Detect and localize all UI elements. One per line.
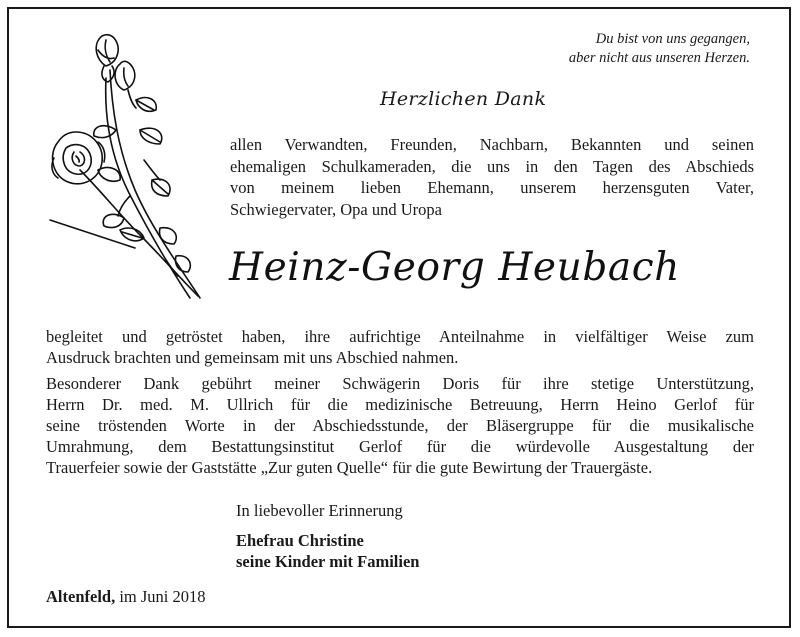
deceased-name: Heinz-Georg Heubach (229, 245, 680, 290)
paragraph-line: Ausdruck brachten und gemeinsam mit uns Abschied nahmen. (46, 348, 459, 367)
memorial-quote (500, 30, 750, 68)
intro-line: von meinem lieben Ehemann, unserem herzensguten Vater, (230, 178, 754, 197)
quote-line-2: aber nicht aus unseren Herzen. (568, 50, 750, 66)
paragraph-line: Herrn Dr. med. M. Ullrich für die medizinische Betreuung, Herrn Heino Gerlof für (46, 395, 754, 414)
signature-line-1: Ehefrau Christine (236, 531, 364, 550)
date-text: im Juni 2018 (119, 587, 206, 606)
place-name: Altenfeld, (46, 587, 116, 606)
rose-illustration (40, 30, 210, 300)
thanks-heading: Herzlichen Dank (380, 88, 547, 110)
place-date (46, 587, 206, 607)
paragraph-1 (46, 326, 754, 368)
paragraph-line: begleitet und getröstet haben, ihre aufrichtige Anteilnahme in vielfältiger Weise zum (46, 327, 754, 346)
intro-line: ehemaligen Schulkameraden, die uns in den Tagen des Abschieds (230, 156, 754, 176)
paragraph-line: seine tröstenden Worte in der Abschiedsstunde, der Bläsergruppe für die musikalische (46, 416, 754, 435)
paragraph-line: Besonderer Dank gebührt meiner Schwägerin Doris für ihre stetige Unterstützung, (46, 374, 754, 393)
paragraph-2 (46, 373, 754, 478)
paragraph-line: Umrahmung, dem Bestattungsinstitut Gerlof für die würdevolle Ausgestaltung der (46, 437, 754, 456)
intro-text (230, 134, 754, 220)
intro-line: Schwiegervater, Opa und Uropa (230, 199, 442, 219)
intro-line: allen Verwandten, Freunden, Nachbarn, Bekannten und seinen (230, 135, 754, 154)
quote-line-1: Du bist von uns gegangen, (595, 31, 750, 47)
paragraph-line: Trauerfeier sowie der Gaststätte „Zur guten Quelle“ für die gute Bewirtung der Trauergäste. (46, 458, 653, 477)
signature-line-2: seine Kinder mit Familien (236, 552, 420, 571)
closing-greeting: In liebevoller Erinnerung (236, 501, 403, 520)
closing-block (236, 500, 419, 572)
